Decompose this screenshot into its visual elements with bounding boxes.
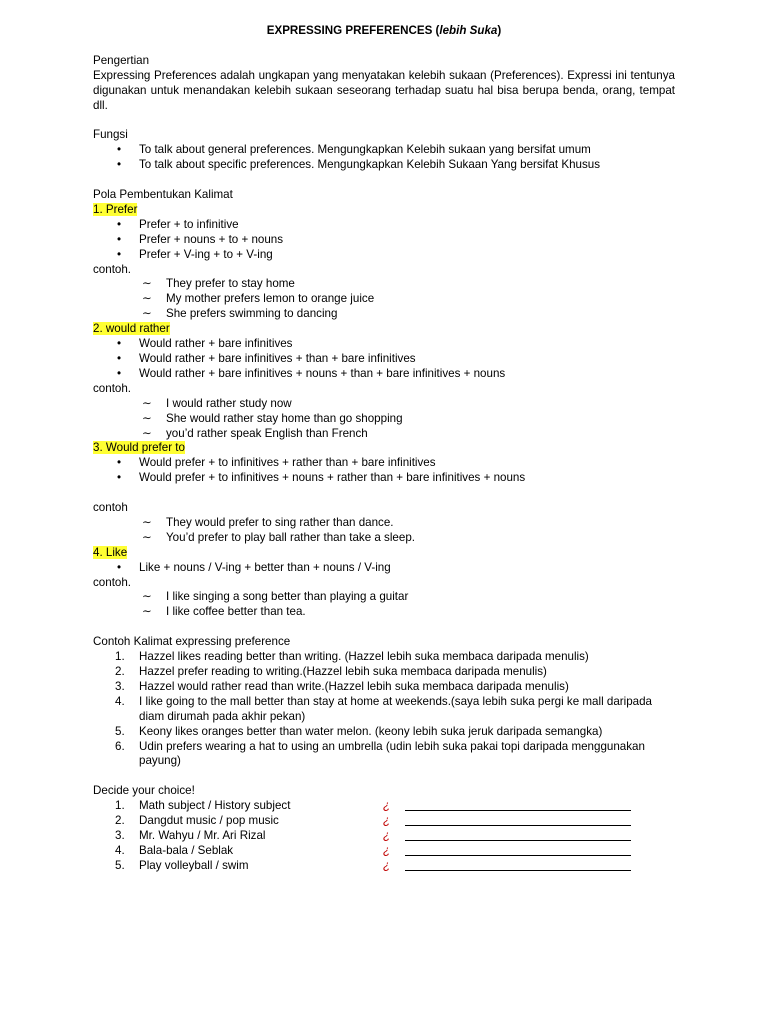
choice-row <box>93 799 675 814</box>
item-number: 3. <box>115 679 125 693</box>
list-item <box>93 725 675 740</box>
question-mark-icon: ¿ <box>383 814 391 828</box>
list-item: ∼ you’d rather speak English than French <box>93 427 675 442</box>
question-mark-icon: ¿ <box>383 828 391 842</box>
choice-row <box>93 859 675 874</box>
item-text: Hazzel likes reading better than writing. (Hazzel lebih suka membaca daripada menulis) <box>139 650 589 664</box>
example-list <box>93 397 675 442</box>
example-list <box>93 516 675 546</box>
item-text: I like going to the mall better than stay at home at weekends.(saya lebih suka pergi ke mall daripada diam dirumah pada akhir pekan) <box>139 694 652 723</box>
list-item: • Would rather + bare infinitives <box>93 337 675 352</box>
list-item: • Would prefer + to infinitives + nouns + rather than + bare infinitives + nouns <box>93 471 675 486</box>
pattern-list <box>93 561 675 576</box>
question-mark-icon: ¿ <box>383 843 391 857</box>
section-heading-would-prefer-to: 3. Would prefer to <box>93 441 185 455</box>
choice-text: Dangdut music / pop music <box>139 814 279 828</box>
answer-blank[interactable] <box>405 870 631 871</box>
contoh-label: contoh. <box>93 262 132 276</box>
item-number: 5. <box>115 724 125 738</box>
choice-row <box>93 814 675 829</box>
list-item: ∼ She would rather stay home than go shopping <box>93 412 675 427</box>
decide-heading: Decide your choice! <box>93 784 195 798</box>
list-item: ∼ I like singing a song better than playing a guitar <box>93 590 675 605</box>
answer-blank[interactable] <box>405 840 631 841</box>
contoh-kalimat-heading: Contoh Kalimat expressing preference <box>93 635 291 649</box>
answer-blank[interactable] <box>405 855 631 856</box>
item-number: 3. <box>115 828 125 842</box>
pattern-list <box>93 218 675 263</box>
choice-text: Play volleyball / swim <box>139 858 249 872</box>
list-item: ∼ My mother prefers lemon to orange juice <box>93 292 675 307</box>
item-number: 5. <box>115 858 125 872</box>
list-item: ∼ You’d prefer to play ball rather than take a sleep. <box>93 531 675 546</box>
decide-list <box>93 799 675 873</box>
list-item: ∼ They would prefer to sing rather than dance. <box>93 516 675 531</box>
pola-heading: Pola Pembentukan Kalimat <box>93 188 233 202</box>
page-title <box>93 24 675 39</box>
choice-row <box>93 844 675 859</box>
list-item: • Prefer + nouns + to + nouns <box>93 233 675 248</box>
section-heading-like: 4. Like <box>93 545 128 559</box>
pattern-list <box>93 456 675 486</box>
list-item: • To talk about general preferences. Mengungkapkan Kelebih sukaan yang bersifat umum <box>93 143 675 158</box>
item-number: 4. <box>115 694 125 708</box>
question-mark-icon: ¿ <box>383 858 391 872</box>
list-item: • Prefer + to infinitive <box>93 218 675 233</box>
choice-text: Bala-bala / Seblak <box>139 843 234 857</box>
list-item: • Like + nouns / V-ing + better than + nouns / V-ing <box>93 561 675 576</box>
contoh-label: contoh. <box>93 575 132 589</box>
item-number: 2. <box>115 665 125 678</box>
choice-text: Mr. Wahyu / Mr. Ari Rizal <box>139 828 266 842</box>
item-text: Hazzel prefer reading to writing.(Hazzel lebih suka membaca daripada menulis) <box>139 665 547 678</box>
list-item <box>93 680 675 695</box>
contoh-label: contoh. <box>93 381 132 395</box>
choice-text: Math subject / History subject <box>139 799 291 813</box>
contoh-label: contoh <box>93 501 128 515</box>
list-item: • Would rather + bare infinitives + nouns + than + bare infinitives + nouns <box>93 367 675 382</box>
example-list <box>93 277 675 322</box>
choice-row <box>93 829 675 844</box>
list-item: • Would prefer + to infinitives + rather than + bare infinitives <box>93 456 675 471</box>
item-text: Keony likes oranges better than water melon. (keony lebih suka jeruk daripada semangka) <box>139 724 603 738</box>
pattern-list <box>93 337 675 382</box>
fungsi-heading: Fungsi <box>93 128 128 142</box>
contoh-kalimat-list <box>93 650 675 769</box>
section-heading-prefer: 1. Prefer <box>93 202 138 216</box>
item-text: Udin prefers wearing a hat to using an umbrella (udin lebih suka pakai topi daripada menggunakan payung) <box>139 739 645 768</box>
example-list <box>93 590 675 620</box>
item-number: 6. <box>115 739 125 753</box>
question-mark-icon: ¿ <box>383 799 391 813</box>
pengertian-text: Expressing Preferences adalah ungkapan yang menyatakan kelebih sukaan (Preferences). Expressi ini tentunya digunakan untuk menandakan kelebih sukaan seseorang terhadap suatu hal bisa berupa benda, orang, tempat dll. <box>93 68 675 112</box>
list-item <box>93 650 675 665</box>
list-item: • To talk about specific preferences. Mengungkapkan Kelebih Sukaan Yang bersifat Khusus <box>93 158 675 173</box>
list-item: ∼ They prefer to stay home <box>93 277 675 292</box>
item-text: Hazzel would rather read than write.(Hazzel lebih suka membaca daripada menulis) <box>139 679 569 693</box>
fungsi-list <box>93 143 675 173</box>
answer-blank[interactable] <box>405 810 631 811</box>
pengertian-heading: Pengertian <box>93 53 150 67</box>
list-item <box>93 665 675 680</box>
list-item: ∼ She prefers swimming to dancing <box>93 307 675 322</box>
item-number: 1. <box>115 650 125 664</box>
item-number: 4. <box>115 843 125 857</box>
item-number: 2. <box>115 814 125 828</box>
title-text: EXPRESSING PREFERENCES ( <box>266 24 440 37</box>
title-end-text: ) <box>497 24 502 37</box>
list-item <box>93 695 675 725</box>
title-italic-text: lebih Suka <box>439 24 498 37</box>
list-item <box>93 740 675 770</box>
list-item: ∼ I like coffee better than tea. <box>93 605 675 620</box>
answer-blank[interactable] <box>405 825 631 826</box>
section-heading-would-rather: 2. would rather <box>93 322 170 336</box>
list-item: • Would rather + bare infinitives + than + bare infinitives <box>93 352 675 367</box>
list-item: • Prefer + V-ing + to + V-ing <box>93 248 675 263</box>
item-number: 1. <box>115 799 125 813</box>
list-item: ∼ I would rather study now <box>93 397 675 412</box>
